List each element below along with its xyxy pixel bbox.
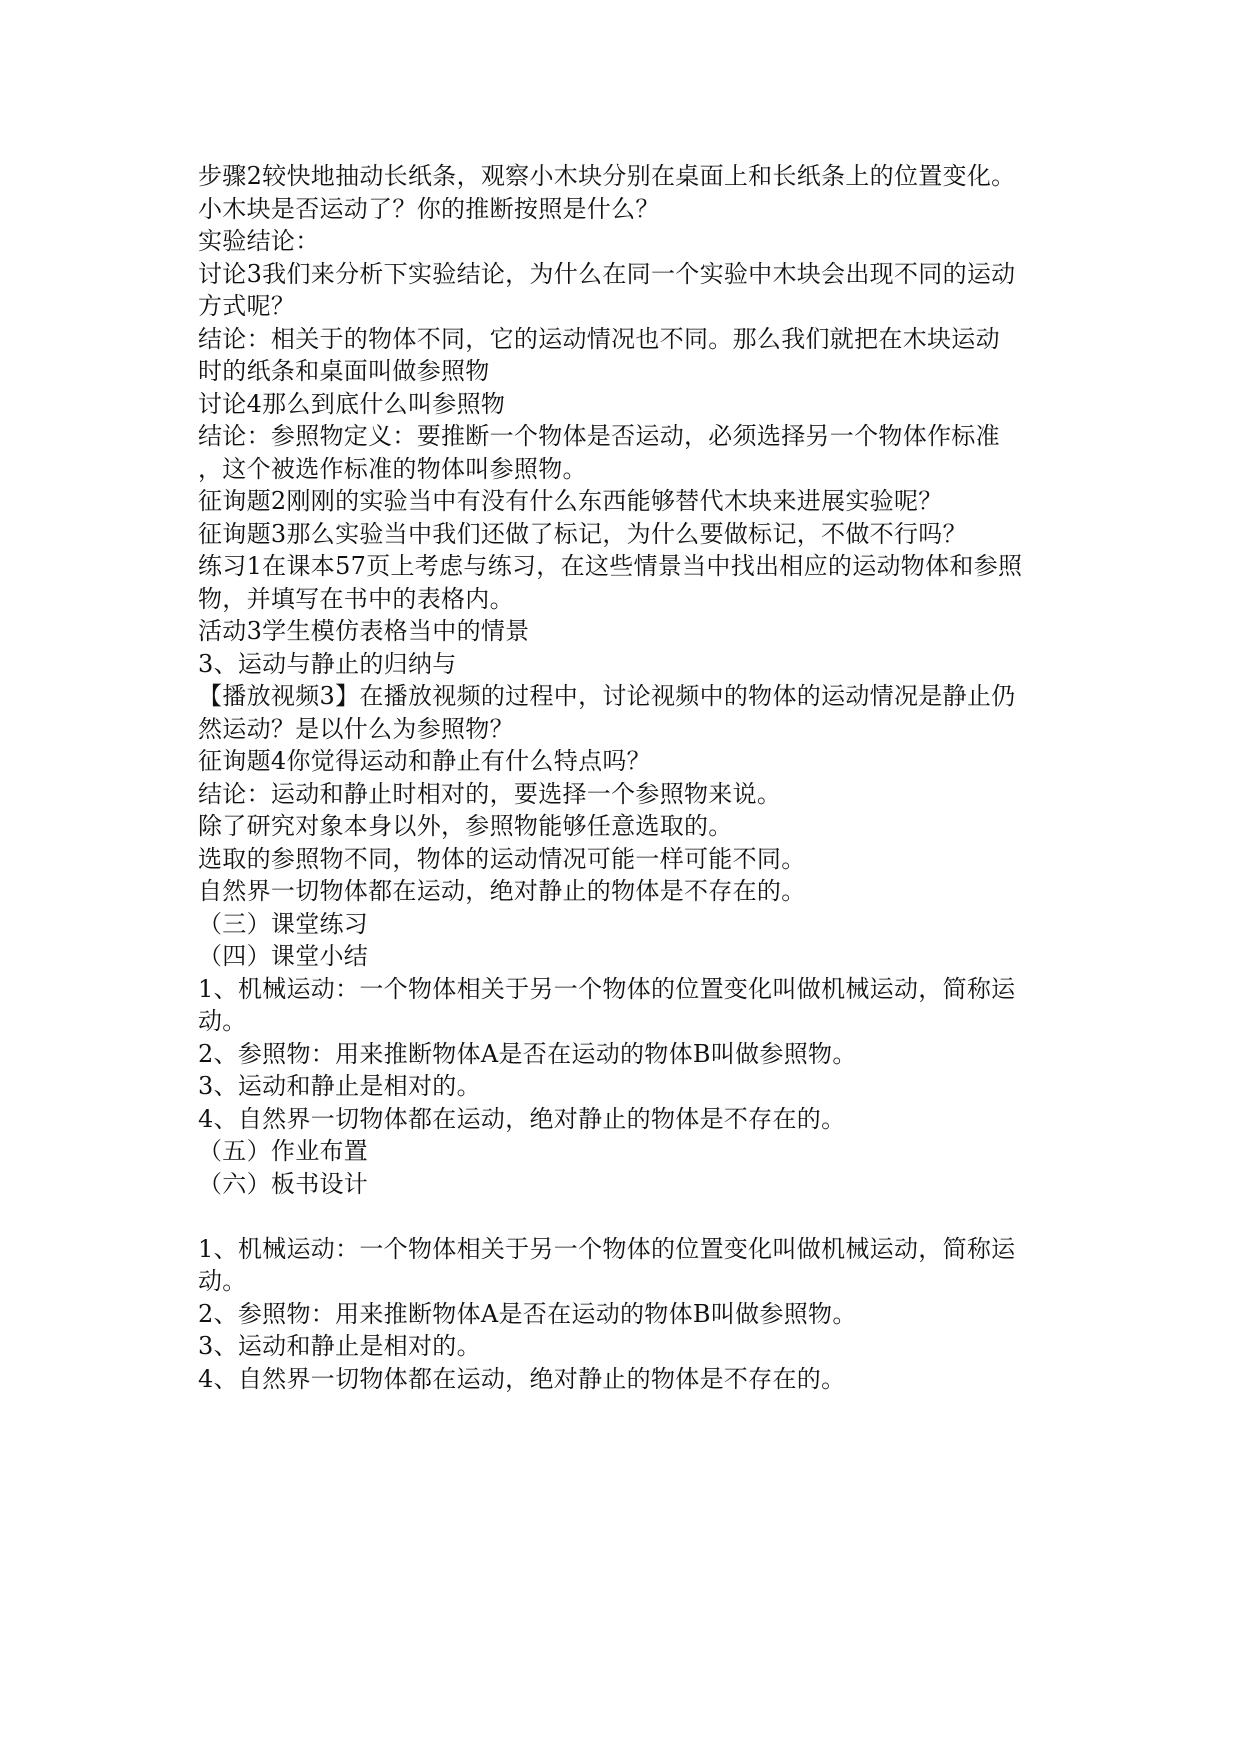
text-line: 1、机械运动：一个物体相关于另一个物体的位置变化叫做机械运动，简称运 xyxy=(198,974,1016,1003)
text-line: 征询题4你觉得运动和静止有什么特点吗？ xyxy=(198,747,651,775)
text-line: 除了研究对象本身以外，参照物能够任意选取的。 xyxy=(198,812,733,840)
section-heading: （六）板书设计 xyxy=(198,1169,369,1198)
text-line: 4、自然界一切物体都在运动，绝对静止的物体是不存在的。 xyxy=(198,1364,846,1393)
text-line: 步骤2较快地抽动长纸条，观察小木块分别在桌面上和长纸条上的位置变化。 xyxy=(198,162,1016,190)
section-heading: （三）课堂练习 xyxy=(198,909,369,938)
text-line: 自然界一切物体都在运动，绝对静止的物体是不存在的。 xyxy=(198,877,806,905)
section-heading: （五）作业布置 xyxy=(198,1137,369,1165)
text-line: 结论：参照物定义：要推断一个物体是否运动，必须选择另一个物体作标准 xyxy=(198,422,1000,450)
text-line: 然运动？是以什么为参照物？ xyxy=(198,714,514,743)
text-line: 活动3学生模仿表格当中的情景 xyxy=(198,617,530,645)
document-page xyxy=(198,160,1048,1395)
text-line: 讨论3我们来分析下实验结论，为什么在同一个实验中木块会出现不同的运动 xyxy=(198,259,1016,288)
text-line: 选取的参照物不同，物体的运动情况可能一样可能不同。 xyxy=(198,844,806,873)
document-body-part1 xyxy=(198,160,1048,1200)
text-line: 物，并填写在书中的表格内。 xyxy=(198,584,514,613)
text-line: 2、参照物：用来推断物体A是否在运动的物体B叫做参照物。 xyxy=(198,1039,857,1068)
text-line: 练习1在课本57页上考虑与练习，在这些情景当中找出相应的运动物体和参照 xyxy=(198,552,1023,580)
text-line: 3、运动和静止是相对的。 xyxy=(198,1332,481,1360)
text-line: 4、自然界一切物体都在运动，绝对静止的物体是不存在的。 xyxy=(198,1104,846,1133)
text-line: 方式呢？ xyxy=(198,292,296,320)
text-line: 讨论4那么到底什么叫参照物 xyxy=(198,389,506,418)
board-design-list xyxy=(198,1233,1048,1396)
text-line: 动。 xyxy=(198,1267,247,1295)
text-line: 征询题2刚刚的实验当中有没有什么东西能够替代木块来进展实验呢？ xyxy=(198,487,943,515)
text-line: 征询题3那么实验当中我们还做了标记，为什么要做标记，不做不行吗？ xyxy=(198,519,967,548)
text-line: ，这个被选作标准的物体叫参照物。 xyxy=(198,454,587,483)
text-line: 1、机械运动：一个物体相关于另一个物体的位置变化叫做机械运动，简称运 xyxy=(198,1234,1016,1263)
text-line: 结论：相关于的物体不同，它的运动情况也不同。那么我们就把在木块运动 xyxy=(198,324,1000,353)
text-line: 时的纸条和桌面叫做参照物 xyxy=(198,357,490,385)
text-line: 实验结论： xyxy=(198,227,320,255)
text-line: 小木块是否运动了？你的推断按照是什么？ xyxy=(198,194,660,223)
text-line: 动。 xyxy=(198,1007,247,1035)
section-heading: （四）课堂小结 xyxy=(198,942,369,970)
text-line: 3、运动和静止是相对的。 xyxy=(198,1072,481,1100)
text-line: 【播放视频3】在播放视频的过程中，讨论视频中的物体的运动情况是静止仍 xyxy=(198,682,1016,710)
text-line: 2、参照物：用来推断物体A是否在运动的物体B叫做参照物。 xyxy=(198,1299,857,1328)
blank-line xyxy=(198,1200,1048,1233)
text-line: 3、运动与静止的归纳与 xyxy=(198,649,457,678)
text-line: 结论：运动和静止时相对的，要选择一个参照物来说。 xyxy=(198,779,782,808)
